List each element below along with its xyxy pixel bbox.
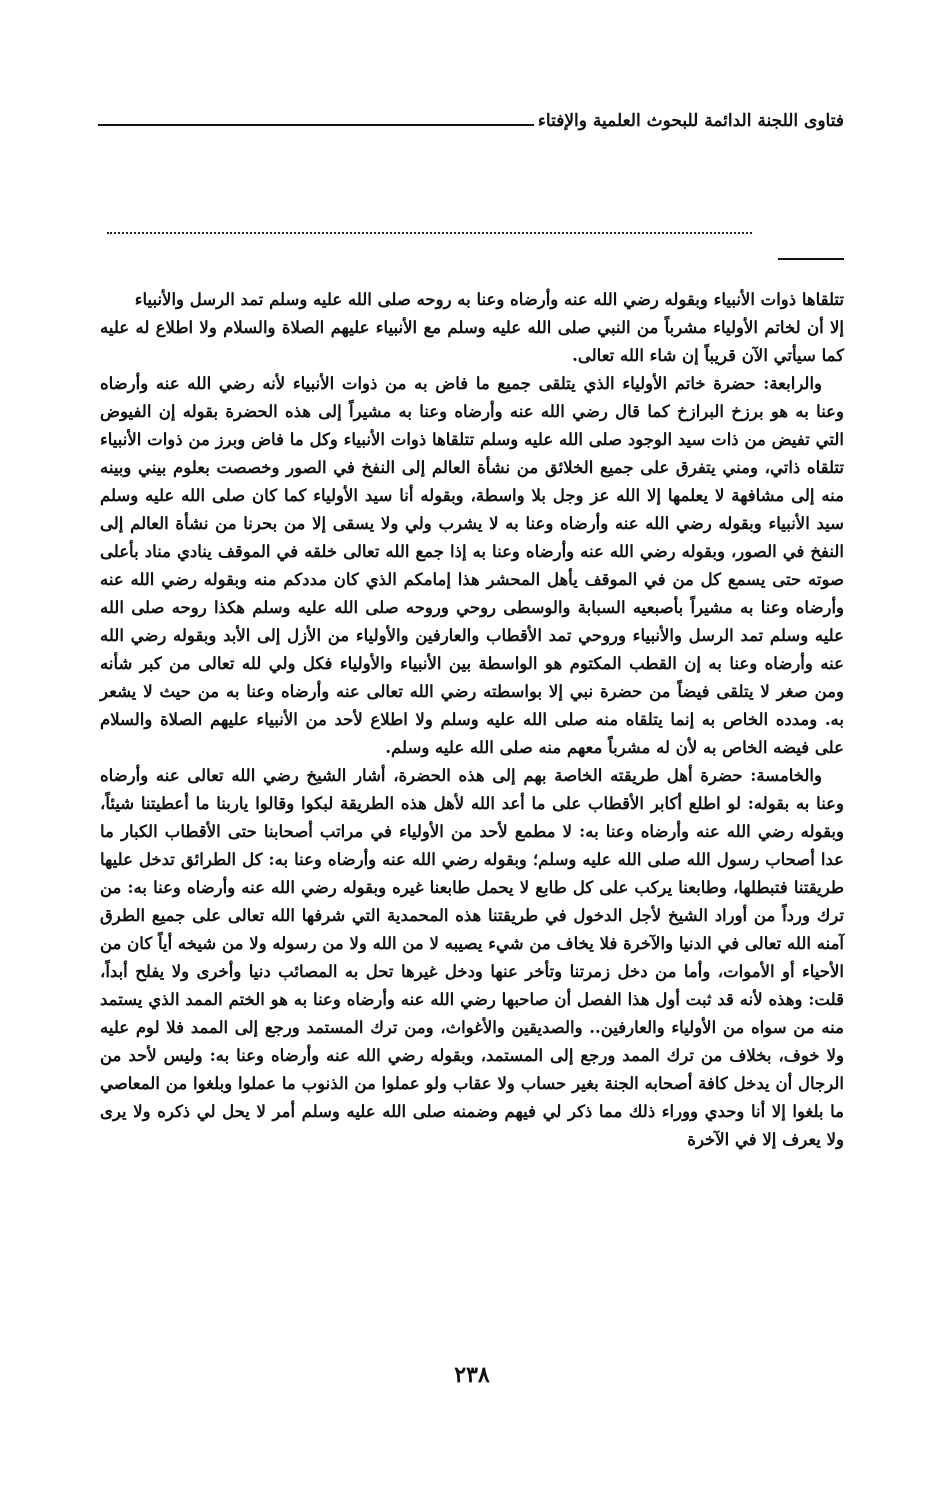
body-text: [100, 286, 844, 1154]
page-number: ٢٣٨: [454, 1362, 490, 1388]
paragraph: تتلقاها ذوات الأنبياء وبقوله رضي الله عنه وأرضاه وعنا به روحه صلى الله عليه وسلم تمد الرسل والأنبياء: [134, 290, 844, 309]
short-rule: [778, 258, 844, 260]
paragraph: والخامسة: حضرة أهل طريقته الخاصة بهم إلى هذه الحضرة، أشار الشيخ رضي الله تعالى عنه وأرضاه وعنا به بقوله: لو اطلع أكابر الأقطاب على ما أعد الله لأهل هذه الطريقة لبكوا وقالوا ياربنا ما أعطيتنا شيئاً، وبقوله رضي الله عنه وأرضاه وعنا به: لا مطمع لأحد من الأولياء في مراتب أصحابنا حتى الأقطاب الكبار ما عدا أصحاب رسول الله صلى الله عليه وسلم؛ وبقوله رضي الله عنه وأرضاه وعنا به: كل الطرائق تدخل عليها طريقتنا فتبطلها، وطابعنا يركب على كل طابع لا يحمل طابعنا غيره وبقوله رضي الله عنه وأرضاه وعنا به: من ترك ورداً من أوراد الشيخ لأجل الدخول في طريقتنا هذه المحمدية التي شرفها الله تعالى على جميع الطرق آمنه الله تعالى في الدنيا والآخرة فلا يخاف من شيء يصيبه لا من الله ولا من رسوله ولا من شيخه أياً كان من الأحياء أو الأموات، وأما من دخل زمرتنا وتأخر عنها ودخل غيرها تحل به المصائب دنيا وأخرى ولا يفلح أبداً، قلت: وهذه لأنه قد ثبت أول هذا الفصل أن صاحبها رضي الله عنه وأرضاه وعنا به هو الختم الممد الذي يستمد منه من سواه من الأولياء والعارفين.. والصديقين والأغواث، ومن ترك المستمد ورجع إلى الممد فلا لوم عليه ولا خوف، بخلاف من ترك الممد ورجع إلى المستمد، وبقوله رضي الله عنه وأرضاه وعنا به: وليس لأحد من الرجال أن يدخل كافة أصحابه الجنة بغير حساب ولا عقاب ولو عملوا من الذنوب ما عملوا وبلغوا من المعاصي ما بلغوا إلا أنا وحدي ووراء ذلك مما ذكر لي فيهم وضمنه صلى الله عليه وسلم أمر لا يحل لي ذكره ولا يرى ولا يعرف إلا في الآخرة: [100, 766, 844, 1149]
paragraph: إلا أن لخاتم الأولياء مشرباً من النبي صلى الله عليه وسلم مع الأنبياء عليهم الصلاة والسلام ولا اطلاع له عليه كما سيأتي الآن قريباً إن شاء الله تعالى.: [100, 318, 844, 365]
paragraph: والرابعة: حضرة خاتم الأولياء الذي يتلقى جميع ما فاض به من ذوات الأنبياء لأنه رضي الله عنه وأرضاه وعنا به هو برزخ البرازخ كما قال رضي الله عنه وأرضاه وعنا به مشيراً إلى هذه الحضرة بقوله إن الفيوض التي تفيض من ذات سيد الوجود صلى الله عليه وسلم تتلقاها ذوات الأنبياء وكل ما فاض وبرز من ذوات الأنبياء تتلقاه ذاتي، ومني يتفرق على جميع الخلائق من نشأة العالم إلى النفخ في الصور وخصصت بعلوم بيني وبينه منه إلى مشافهة لا يعلمها إلا الله عز وجل بلا واسطة، وبقوله أنا سيد الأولياء كما كان صلى الله عليه وسلم سيد الأنبياء وبقوله رضي الله عنه وأرضاه وعنا به لا يشرب ولي ولا يسقى إلا من بحرنا من نشأة العالم إلى النفخ في الصور، وبقوله رضي الله عنه وأرضاه وعنا به إذا جمع الله تعالى خلقه في الموقف ينادي مناد بأعلى صوته حتى يسمع كل من في الموقف يأهل المحشر هذا إمامكم الذي كان مددكم منه وبقوله رضي الله عنه وأرضاه وعنا به مشيراً بأصبعيه السبابة والوسطى روحي وروحه صلى الله عليه وسلم هكذا روحه صلى الله عليه وسلم تمد الرسل والأنبياء وروحي تمد الأقطاب والعارفين والأولياء من الأزل إلى الأبد وبقوله رضي الله عنه وأرضاه وعنا به إن القطب المكتوم هو الواسطة بين الأنبياء والأولياء فكل ولي لله تعالى من كبر شأنه ومن صغر لا يتلقى فيضاً من حضرة نبي إلا بواسطته رضي الله تعالى عنه وأرضاه وعنا به من حيث لا يشعر به. ومدده الخاص به إنما يتلقاه منه صلى الله عليه وسلم ولا اطلاع لأحد من الأنبياء عليهم الصلاة والسلام على فيضه الخاص به لأن له مشرباً معهم منه صلى الله عليه وسلم.: [100, 374, 844, 757]
header-title: فتاوى اللجنة الدائمة للبحوث العلمية والإفتاء: [537, 111, 844, 131]
header-rule: [98, 124, 534, 126]
running-header: [98, 98, 844, 132]
dotted-separator: [107, 232, 752, 234]
